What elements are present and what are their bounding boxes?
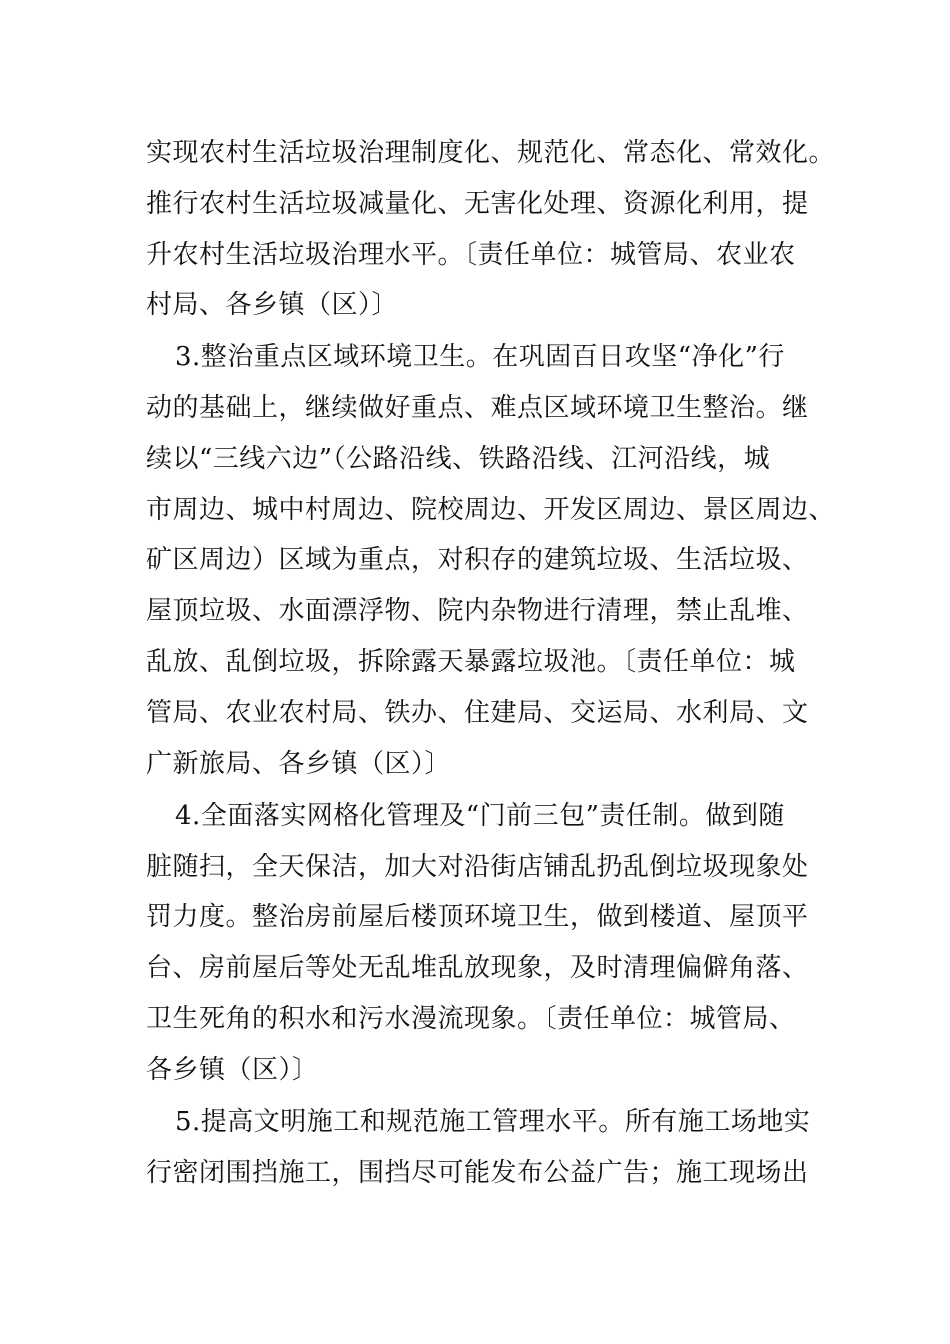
paragraph-line: 矿区周边）区域为重点，对积存的建筑垃圾、生活垃圾、 — [146, 545, 809, 575]
paragraph-line: 屋顶垃圾、水面漂浮物、院内杂物进行清理，禁止乱堆、 — [146, 596, 809, 626]
paragraph-line: 乱放、乱倒垃圾，拆除露天暴露垃圾池。〔责任单位：城 — [146, 647, 796, 677]
paragraph-line: 推行农村生活垃圾减量化、无害化处理、资源化利用，提 — [146, 189, 809, 219]
paragraph-line: 脏随扫，全天保洁，加大对沿街店铺乱扔乱倒垃圾现象处 — [146, 852, 809, 882]
paragraph-line: 广新旅局、各乡镇（区）〕 — [146, 749, 452, 779]
paragraph-line: 4.全面落实网格化管理及“门前三包”责任制。做到随 — [175, 801, 785, 831]
paragraph-line: 卫生死角的积水和污水漫流现象。〔责任单位：城管局、 — [146, 1004, 796, 1034]
paragraph-line: 村局、各乡镇（区）〕 — [146, 290, 399, 320]
paragraph-line: 管局、农业农村局、铁办、住建局、交运局、水利局、文 — [146, 698, 809, 728]
paragraph-line: 各乡镇（区）〕 — [146, 1055, 319, 1085]
paragraph-line: 3.整治重点区域环境卫生。在巩固百日攻坚“净化”行 — [175, 342, 785, 372]
paragraph-line: 台、房前屋后等处无乱堆乱放现象，及时清理偏僻角落、 — [146, 953, 809, 983]
paragraph-line: 市周边、城中村周边、院校周边、开发区周边、景区周边、 — [146, 495, 836, 525]
paragraph-line: 罚力度。整治房前屋后楼顶环境卫生，做到楼道、屋顶平 — [146, 902, 809, 932]
paragraph-line: 续以“三线六边”（公路沿线、铁路沿线、江河沿线，城 — [146, 444, 771, 474]
paragraph-line: 实现农村生活垃圾治理制度化、规范化、常态化、常效化。 — [146, 138, 836, 168]
paragraph-line: 动的基础上，继续做好重点、难点区域环境卫生整治。继 — [146, 393, 809, 423]
paragraph-line: 行密闭围挡施工，围挡尽可能发布公益广告；施工现场出 — [146, 1158, 809, 1188]
paragraph-line: 5.提高文明施工和规范施工管理水平。所有施工场地实 — [175, 1107, 811, 1137]
paragraph-line: 升农村生活垃圾治理水平。〔责任单位：城管局、农业农 — [146, 240, 796, 270]
